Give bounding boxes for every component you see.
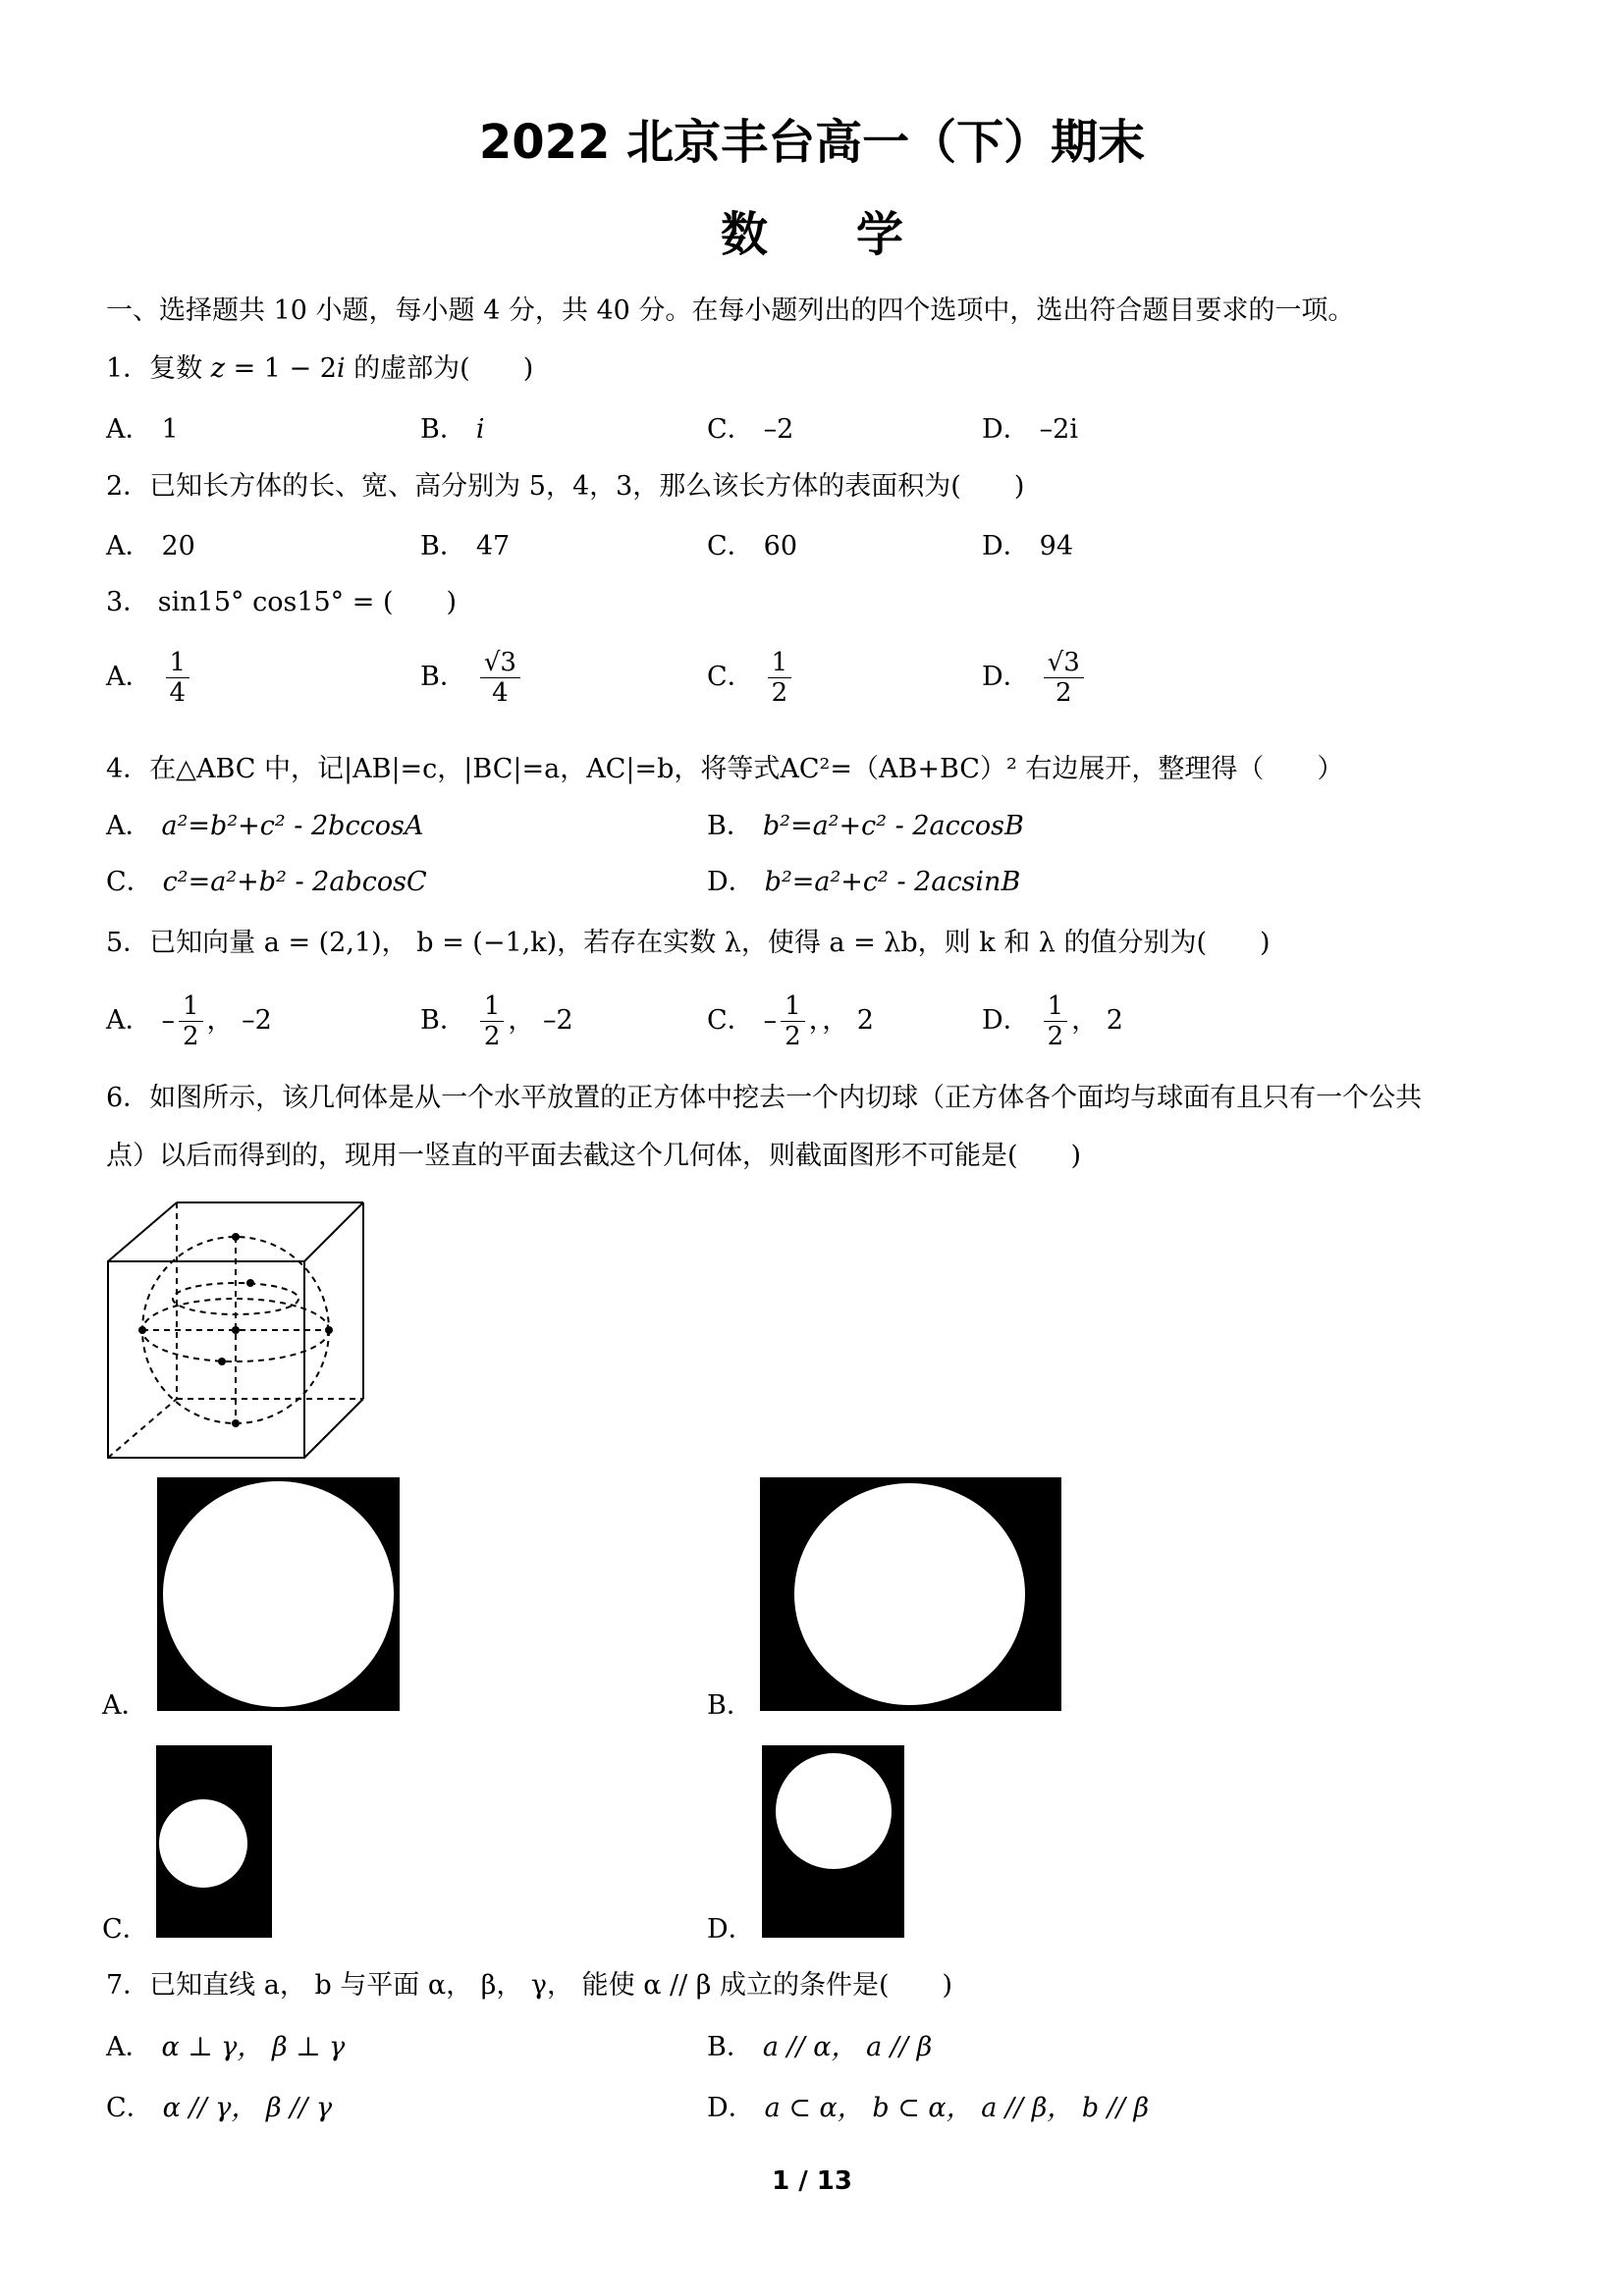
q1-stem-pre: 1．复数 [106,353,211,384]
question-6-stem-line1: 6．如图所示，该几何体是从一个水平放置的正方体中挖去一个内切球（正方体各个面均与球面有且只有一个公共 [106,1083,1423,1113]
q3-a-den: 4 [169,678,187,708]
q2-option-a [106,527,195,566]
q2-label-b: B． [420,531,466,561]
q2-option-c-text: 60 [763,531,798,561]
q7-option-d-text: a ⊂ α， b ⊂ α， a // β， b // β [764,2093,1150,2123]
q5-a-tail: ， –2 [206,1005,272,1036]
section-intro: 一、选择题共 10 小题，每小题 4 分，共 40 分。在每小题列出的四个选项中，选出符合题目要求的一项。 [106,295,1355,326]
q3-option-b [420,648,524,708]
q7-label-b: B． [707,2032,753,2062]
q2-label-c: C． [707,531,754,561]
question-7-stem: 7．已知直线 a， b 与平面 α， β， γ， 能使 α // β 成立的条件是( ) [106,1970,953,2001]
q5-c-minus: – [763,1005,778,1037]
q1-option-c [707,410,793,450]
q3-option-d-fraction [1044,648,1084,708]
q5-option-c [707,991,874,1051]
q3-label-b: B． [420,662,466,692]
q1-option-d-text: –2i [1039,414,1078,445]
q5-d-tail: ， 2 [1071,1005,1123,1036]
q1-stem-post: 的虚部为( ) [345,353,534,384]
q6-option-d-figure [762,1745,904,1938]
q3-d-den: 2 [1055,678,1072,708]
q7-option-b [707,2028,932,2067]
q5-label-a: A． [106,1005,152,1036]
question-5-stem: 5．已知向量 a = (2,1)， b = (−1,k)，若存在实数 λ，使得 a = λb，则 k 和 λ 的值分别为( ) [106,928,1271,958]
q5-d-num: 1 [1044,991,1068,1022]
q5-a-num: 1 [179,991,203,1022]
q7-option-b-text: a // α， a // β [762,2032,933,2062]
q2-option-b-text: 47 [475,531,511,561]
q3-label-c: C． [707,662,754,692]
q3-option-d [982,648,1088,708]
q4-option-b-text: b²=a²+c² - 2accosB [762,811,1024,841]
cube-with-inscribed-sphere-diagram [98,1193,373,1468]
q1-option-b-text: i [475,414,485,445]
q1-label-c: C． [707,414,754,445]
exam-title: 2022 北京丰台高一（下）期末 [478,115,1146,170]
q4-label-d: D． [707,867,755,897]
q5-d-fraction [1044,991,1068,1051]
q5-c-fraction [781,991,805,1051]
q1-option-b [420,410,484,450]
q1-option-c-text: –2 [763,414,794,445]
q3-a-num: 1 [166,648,190,678]
q5-b-tail: ， –2 [508,1005,573,1036]
q4-label-a: A． [106,811,152,841]
q7-option-c [106,2089,332,2128]
q4-label-c: C． [106,867,153,897]
q4-option-c [106,863,427,902]
q3-d-num: √3 [1044,648,1084,678]
question-6-stem-line2: 点）以后而得到的，现用一竖直的平面去截这个几何体，则截面图形不可能是( ) [106,1141,1082,1171]
q7-label-c: C． [106,2093,153,2123]
q5-c-tail: ，， 2 [808,1005,874,1036]
q1-var-i: i [336,353,346,384]
q3-option-a-fraction [166,648,190,708]
q1-var-z: z [210,353,225,384]
q4-option-d-text: b²=a²+c² - 2acsinB [764,867,1021,897]
q5-b-num: 1 [480,991,505,1022]
q1-label-d: D． [982,414,1030,445]
q5-option-b [420,991,573,1051]
question-4-stem: 4．在△ABC 中，记|AB|=c，|BC|=a，AC|=b，将等式AC²=（AB+BC）² 右边展开，整理得（ ） [106,754,1344,784]
q6-option-b-label: B． [707,1690,753,1721]
q1-option-d [982,410,1078,450]
q7-option-a [106,2028,345,2067]
q1-option-a-text: 1 [161,414,179,445]
q3-option-c-fraction [768,648,792,708]
q7-option-c-text: α // γ， β // γ [162,2093,333,2123]
q2-option-c [707,527,797,566]
q5-b-fraction [480,991,505,1051]
q5-d-den: 2 [1047,1022,1064,1051]
q6-option-a-figure [157,1477,400,1711]
q3-c-num: 1 [768,648,792,678]
page-number: 1 / 13 [772,2166,852,2196]
question-3-stem: 3． sin15° cos15° = ( ) [106,587,458,617]
q5-option-d [982,991,1123,1051]
q5-label-b: B． [420,1005,466,1036]
subject-title: 数学 [720,207,992,262]
q2-label-a: A． [106,531,152,561]
q4-option-c-text: c²=a²+b² - 2abcosC [162,867,427,897]
q7-label-d: D． [707,2093,755,2123]
q3-label-a: A． [106,662,152,692]
q5-a-minus: – [161,1005,175,1037]
q1-label-b: B． [420,414,466,445]
q5-option-a [106,991,272,1051]
q5-label-c: C． [707,1005,754,1036]
q4-option-a [106,807,423,846]
q6-option-c-circle [159,1799,247,1888]
q1-option-a [106,410,179,450]
q2-option-d [982,527,1073,566]
q5-a-den: 2 [183,1022,199,1051]
q6-option-a-label: A． [102,1690,148,1721]
q4-label-b: B． [707,811,753,841]
q4-option-a-text: a²=b²+c² - 2bccosA [161,811,424,841]
q7-option-a-text: α ⊥ γ， β ⊥ γ [161,2032,346,2062]
q6-option-b-circle [794,1483,1025,1705]
q3-c-den: 2 [771,678,788,708]
q3-option-c [707,648,795,708]
q2-option-b [420,527,510,566]
question-1-stem [106,349,533,389]
q7-option-d [707,2089,1149,2128]
q2-option-a-text: 20 [161,531,195,561]
q5-label-d: D． [982,1005,1030,1036]
q2-label-d: D． [982,531,1030,561]
q6-option-a-circle [163,1481,394,1707]
q1-label-a: A． [106,414,152,445]
q6-option-c-figure [156,1745,272,1938]
q6-option-c-label: C． [102,1914,149,1945]
q5-b-den: 2 [483,1022,501,1051]
q2-option-d-text: 94 [1039,531,1074,561]
q3-b-num: √3 [480,648,520,678]
q5-c-den: 2 [785,1022,801,1051]
q3-option-a [106,648,193,708]
q6-option-d-circle [776,1753,892,1869]
q3-b-den: 4 [492,678,509,708]
q6-option-d-label: D． [707,1914,755,1945]
q6-option-b-figure [760,1477,1061,1711]
q4-option-b [707,807,1024,846]
q7-label-a: A． [106,2032,152,2062]
q3-label-d: D． [982,662,1030,692]
q1-stem-mid: = 1 − 2 [225,353,337,384]
question-2-stem: 2．已知长方体的长、宽、高分别为 5，4，3，那么该长方体的表面积为( ) [106,471,1025,502]
q5-a-fraction [179,991,203,1051]
q3-option-b-fraction [480,648,520,708]
q5-c-num: 1 [781,991,805,1022]
q4-option-d [707,863,1020,902]
